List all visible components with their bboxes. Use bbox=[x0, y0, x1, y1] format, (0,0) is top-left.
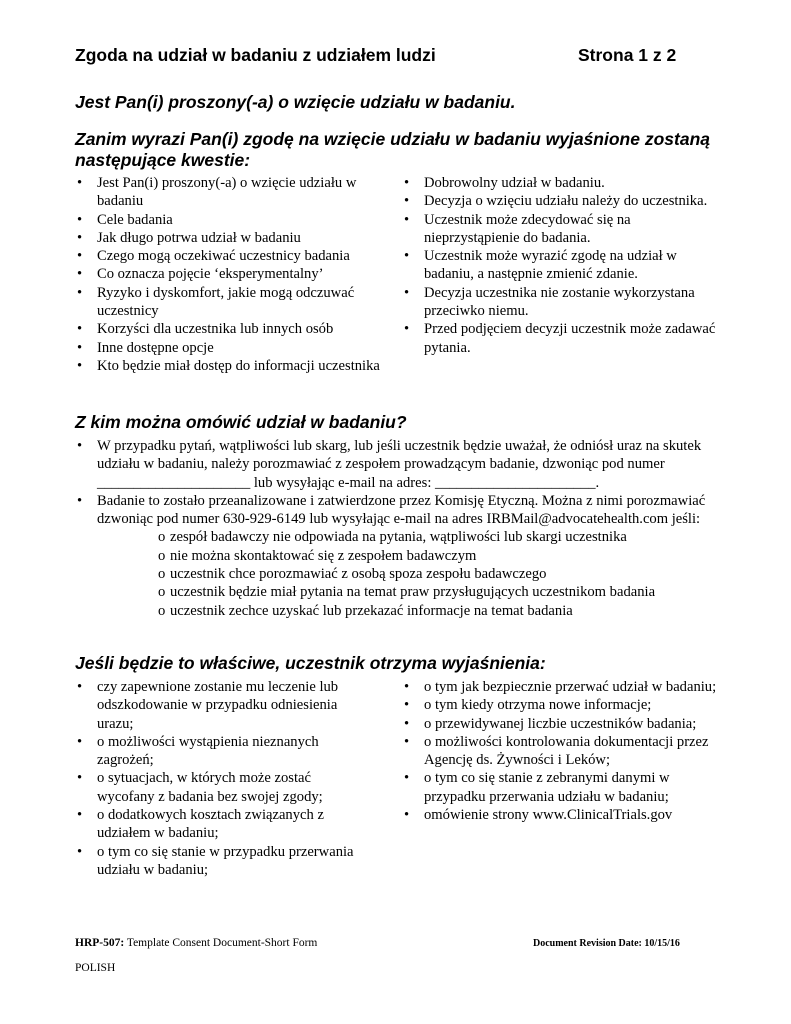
list-item: • Co oznacza pojęcie ‘eksperymentalny’ bbox=[75, 265, 380, 283]
list-item: o zespół badawczy nie odpowiada na pytania, wątpliwości lub skargi uczestnika bbox=[158, 528, 725, 546]
irb-text: Badanie to zostało przeanalizowane i zatwierdzone przez Komisję Etyczną. Można z nimi porozmawiać dzwoniąc pod numer 630-929-6149 lub wysyłając e-mail na adres IRBMail@advocatehealth.com jeśli: bbox=[97, 492, 706, 528]
footer-form-label bbox=[75, 937, 317, 949]
contact-list bbox=[75, 437, 725, 620]
explanations-right-list bbox=[402, 678, 724, 824]
page-indicator: Strona 1 z 2 bbox=[578, 45, 677, 65]
list-item: • Dobrowolny udział w badaniu. bbox=[402, 174, 724, 192]
list-item: • Cele badania bbox=[75, 211, 380, 229]
list-item: • Przed podjęciem decyzji uczestnik może zadawać pytania. bbox=[402, 320, 724, 357]
footer-form-name: Template Consent Document-Short Form bbox=[126, 937, 318, 949]
list-item: o uczestnik będzie miał pytania na temat praw przysługujących uczestnikom badania bbox=[158, 583, 725, 601]
list-item: • Uczestnik może wyrazić zgodę na udział w badaniu, a następnie zmienić zdanie. bbox=[402, 247, 724, 284]
topics-heading: Zanim wyrazi Pan(i) zgodę na wzięcie udziału w badaniu wyjaśnione zostaną następujące kwestie: bbox=[75, 129, 710, 170]
list-item: • o możliwości kontrolowania dokumentacji przez Agencję ds. Żywności i Leków; bbox=[402, 733, 724, 770]
list-item: • W przypadku pytań, wątpliwości lub skarg, lub jeśli uczestnik będzie uważał, że odniósł uraz na skutek udziału w badaniu, należy porozmawiać z zespołem prowadzącym badanie, dzwoniąc pod numer _____________________ lub wysyłając e-mail na adres: ______________________. bbox=[75, 437, 725, 492]
list-item: • omówienie strony www.ClinicalTrials.gov bbox=[402, 806, 724, 824]
topics-left-list bbox=[75, 174, 380, 375]
list-item: • o dodatkowych kosztach związanych z udziałem w badaniu; bbox=[75, 806, 370, 843]
list-item: • o sytuacjach, w których może zostać wycofany z badania bez swojej zgody; bbox=[75, 769, 370, 806]
list-item: • Uczestnik może zdecydować się na nieprzystąpienie do badania. bbox=[402, 211, 724, 248]
list-item: • o tym co się stanie z zebranymi danymi w przypadku przerwania udziału w badaniu; bbox=[402, 769, 724, 806]
list-item: • o przewidywanej liczbie uczestników badania; bbox=[402, 715, 724, 733]
list-item: • Korzyści dla uczestnika lub innych osób bbox=[75, 320, 380, 338]
list-item: • Decyzja o wzięciu udziału należy do uczestnika. bbox=[402, 192, 724, 210]
list-item: • czy zapewnione zostanie mu leczenie lub odszkodowanie w przypadku odniesienia urazu; bbox=[75, 678, 370, 733]
explanations-left-list bbox=[75, 678, 370, 879]
list-item: o nie można skontaktować się z zespołem badawczym bbox=[158, 547, 725, 565]
list-item bbox=[75, 492, 725, 620]
intro-heading: Jest Pan(i) proszony(-a) o wzięcie udziału w badaniu. bbox=[75, 92, 516, 112]
list-item: • Jak długo potrwa udział w badaniu bbox=[75, 229, 380, 247]
list-item: • o możliwości wystąpienia nieznanych zagrożeń; bbox=[75, 733, 370, 770]
list-item: • Czego mogą oczekiwać uczestnicy badania bbox=[75, 247, 380, 265]
list-item: • o tym jak bezpiecznie przerwać udział w badaniu; bbox=[402, 678, 724, 696]
footer-form-code: HRP-507: bbox=[75, 937, 125, 949]
irb-conditions-list bbox=[97, 528, 725, 619]
list-item: • o tym kiedy otrzyma nowe informacje; bbox=[402, 696, 724, 714]
list-item: • Ryzyko i dyskomfort, jakie mogą odczuwać uczestnicy bbox=[75, 284, 380, 321]
list-item: • Decyzja uczestnika nie zostanie wykorzystana przeciwko niemu. bbox=[402, 284, 724, 321]
explanations-heading: Jeśli będzie to właściwe, uczestnik otrzyma wyjaśnienia: bbox=[75, 653, 546, 673]
topics-right-list bbox=[402, 174, 724, 357]
list-item: o uczestnik zechce uzyskać lub przekazać informacje na temat badania bbox=[158, 602, 725, 620]
list-item: • Kto będzie miał dostęp do informacji uczestnika bbox=[75, 357, 380, 375]
footer-language: POLISH bbox=[75, 962, 116, 974]
list-item: • Jest Pan(i) proszony(-a) o wzięcie udziału w badaniu bbox=[75, 174, 380, 211]
footer-revision-date: Document Revision Date: 10/15/16 bbox=[533, 938, 680, 949]
contact-heading: Z kim można omówić udział w badaniu? bbox=[75, 412, 407, 432]
list-item: • Inne dostępne opcje bbox=[75, 339, 380, 357]
document-title: Zgoda na udział w badaniu z udziałem ludzi bbox=[75, 45, 436, 65]
list-item: • o tym co się stanie w przypadku przerwania udziału w badaniu; bbox=[75, 843, 370, 880]
list-item: o uczestnik chce porozmawiać z osobą spoza zespołu badawczego bbox=[158, 565, 725, 583]
